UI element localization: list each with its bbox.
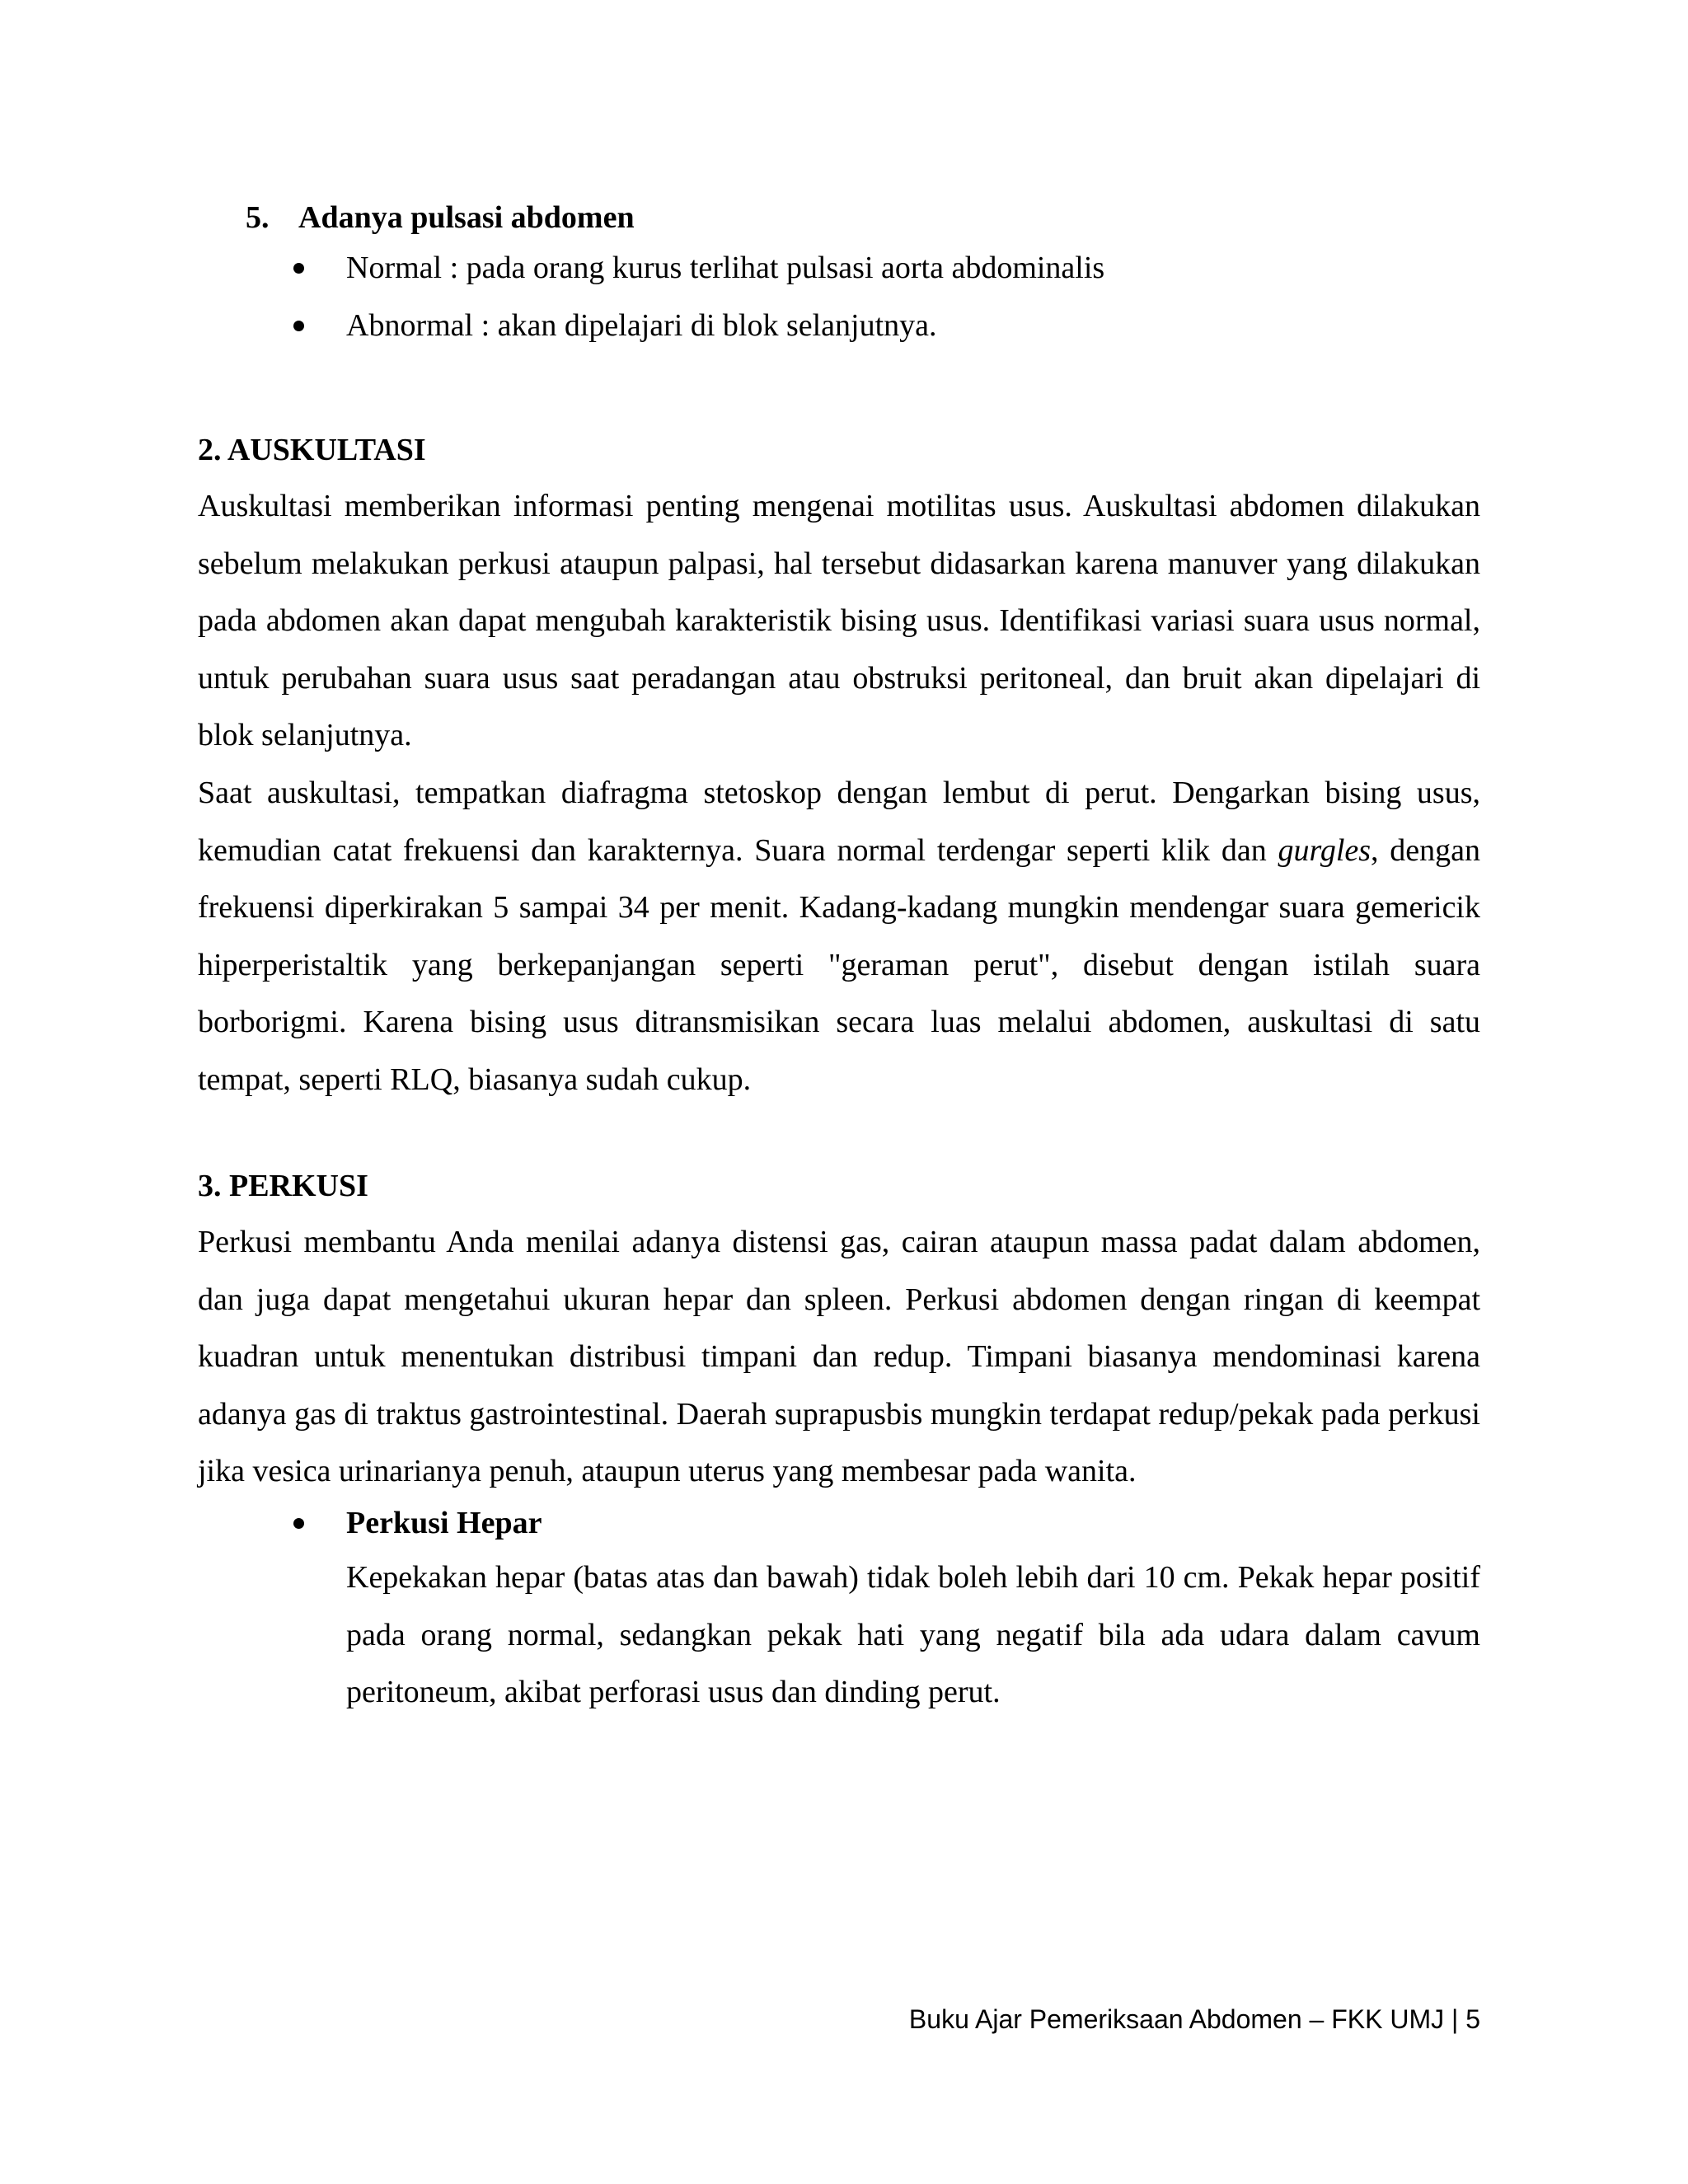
bullet-icon — [293, 263, 304, 274]
section-heading: 2. AUSKULTASI — [198, 433, 426, 467]
subsection-perkusi-hepar — [246, 1500, 1480, 1722]
paragraph: Perkusi membantu Anda menilai adanya distensi gas, cairan ataupun massa padat dalam abdomen, dan juga dapat mengetahui ukuran hepar dan spleen. Perkusi abdomen dengan ringan di keempat kuadran untuk menentukan distribusi timpani dan redup. Timpani biasanya mendominasi karena adanya gas di traktus gastrointestinal. Daerah suprapusbis mungkin terdapat redup/pekak pada perkusi jika vesica urinarianya penuh, ataupun uterus yang membesar pada wanita. — [198, 1225, 1480, 1489]
bullet-icon — [293, 1518, 304, 1529]
paragraph-text: , dengan frekuensi diperkirakan 5 sampai 34 per menit. Kadang-kadang mungkin mendengar suara gemericik hiperperistaltik yang berkepanjangan seperti "geraman perut", disebut dengan istilah suara borborigmi. Karena bising usus ditransmisikan secara luas melalui abdomen, auskultasi di satu tempat, seperti RLQ, biasanya sudah cukup. — [198, 832, 1480, 1097]
page-footer — [909, 2001, 1480, 2037]
section-auskultasi — [198, 429, 1480, 1109]
bullet-text: Normal : pada orang kurus terlihat pulsasi aorta abdominalis — [346, 251, 1105, 285]
paragraph: Kepekakan hepar (batas atas dan bawah) tidak boleh lebih dari 10 cm. Pekak hepar positif pada orang normal, sedangkan pekak hati yang negatif bila ada udara dalam cavum peritoneum, akibat perforasi usus dan dinding perut. — [346, 1560, 1480, 1710]
subsection-title: Perkusi Hepar — [346, 1506, 542, 1540]
subsection-heading — [246, 1500, 1480, 1546]
paragraph-text: Saat auskultasi, tempatkan diafragma stetoskop dengan lembut di perut. Dengarkan bising usus, kemudian catat frekuensi dan karakternya. Suara normal terdengar seperti klik dan — [198, 775, 1480, 868]
pulsasi-bullet-list — [246, 239, 1498, 354]
italic-term: gurgles — [1278, 832, 1372, 868]
section-pulsasi — [246, 196, 1498, 354]
footer-separator: | — [1451, 2004, 1459, 2034]
heading-number: 5. — [246, 200, 270, 235]
bullet-icon — [293, 321, 304, 331]
numbered-heading — [246, 196, 1498, 239]
section-perkusi — [198, 1165, 1480, 1501]
list-item — [246, 297, 1498, 354]
paragraph — [198, 765, 1480, 1109]
heading-title: Adanya pulsasi abdomen — [298, 200, 635, 235]
page-number: 5 — [1465, 2004, 1480, 2034]
list-item — [246, 239, 1498, 297]
footer-title: Buku Ajar Pemeriksaan Abdomen – FKK UMJ — [908, 2004, 1445, 2034]
section-heading: 3. PERKUSI — [198, 1169, 368, 1203]
paragraph: Auskultasi memberikan informasi penting mengenai motilitas usus. Auskultasi abdomen dilakukan sebelum melakukan perkusi ataupun palpasi, hal tersebut didasarkan karena manuver yang dilakukan pada abdomen akan dapat mengubah karakteristik bising usus. Identifikasi variasi suara usus normal, untuk perubahan suara usus saat peradangan atau obstruksi peritoneal, dan bruit akan dipelajari di blok selanjutnya. — [198, 489, 1480, 753]
bullet-text: Abnormal : akan dipelajari di blok selanjutnya. — [346, 308, 937, 343]
